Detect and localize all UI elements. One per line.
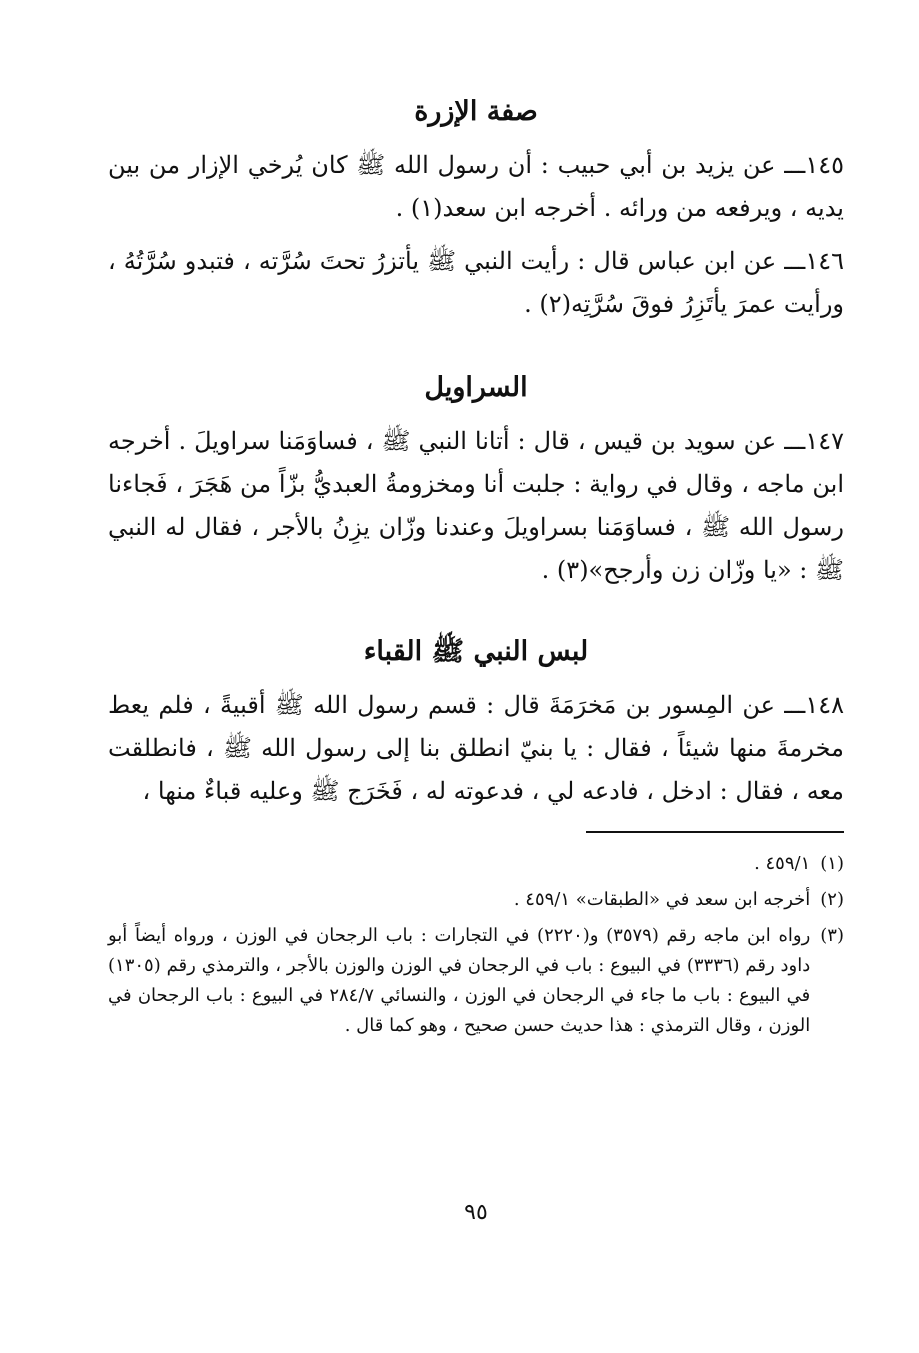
- footnote-1: [108, 849, 844, 879]
- hadith-147: ١٤٧ـــ عن سويد بن قيس ، قال : أتانا النبي ﷺ ، فساوَمَنا سراويلَ . أخرجه ابن ماجه ، وقال في رواية : جلبت أنا ومخزومةُ العبديُّ بزّاً من هَجَرَ ، فَجاءنا رسول الله ﷺ ، فساوَمَنا بسراويلَ وعندنا وزّان يزِنُ بالأجر ، فقال له النبي ﷺ : «يا وزّان زن وأرجح»(٣) .: [108, 427, 844, 584]
- footnotes: [108, 849, 844, 1041]
- footnote-divider: [586, 831, 844, 833]
- section-title-izra: صفة الإزرة: [414, 96, 538, 127]
- hadith-148: ١٤٨ـــ عن المِسور بن مَخرَمَةَ قال : قسم رسول الله ﷺ أقبيةً ، فلم يعط مخرمةَ منها شيئاً ، فقال : يا بنيّ انطلق بنا إلى رسول الله ﷺ ، فانطلقت معه ، فقال : ادخل ، فادعه لي ، فدعوته له ، فَخَرَج ﷺ وعليه قباءٌ منها ،: [108, 691, 844, 805]
- footnote-text: رواه ابن ماجه رقم (٣٥٧٩) و(٢٢٢٠) في التجارات : باب الرجحان في الوزن ، ورواه أيضاً أبو داود رقم (٣٣٣٦) في البيوع : باب في الرجحان في الوزن والوزن بالأجر ، والترمذي رقم (١٣٠٥) في البيوع : باب ما جاء في الرجحان في الوزن ، والنسائي ٢٨٤/٧ في البيوع : باب الرجحان في الوزن ، وقال الترمذي : هذا حديث حسن صحيح ، وهو كما قال .: [108, 925, 811, 1036]
- page-number: ٩٥: [464, 1200, 488, 1225]
- footnote-2: [108, 885, 844, 915]
- footnote-text: أخرجه ابن سعد في «الطبقات» ٤٥٩/١ .: [513, 889, 811, 910]
- footnote-mark: (٢): [820, 889, 844, 910]
- section-title-qaba: لبس النبي ﷺ القباء: [363, 636, 589, 667]
- hadith-146: ١٤٦ـــ عن ابن عباس قال : رأيت النبي ﷺ يأتزرُ تحتَ سُرَّته ، فتبدو سُرَّتُهُ ، ورأيت عمرَ يأتَزِرُ فوقَ سُرَّتِه(٢) .: [108, 247, 844, 318]
- footnote-mark: (٣): [820, 925, 844, 946]
- section-title-sarawil: السراويل: [424, 372, 528, 403]
- book-page: [108, 88, 844, 1328]
- footnote-3: [108, 921, 844, 1041]
- footnote-mark: (١): [820, 853, 844, 874]
- footnote-text: ٤٥٩/١ .: [754, 853, 811, 874]
- hadith-145: ١٤٥ـــ عن يزيد بن أبي حبيب : أن رسول الله ﷺ كان يُرخي الإزار من بين يديه ، ويرفعه من ورائه . أخرجه ابن سعد(١) .: [108, 151, 844, 222]
